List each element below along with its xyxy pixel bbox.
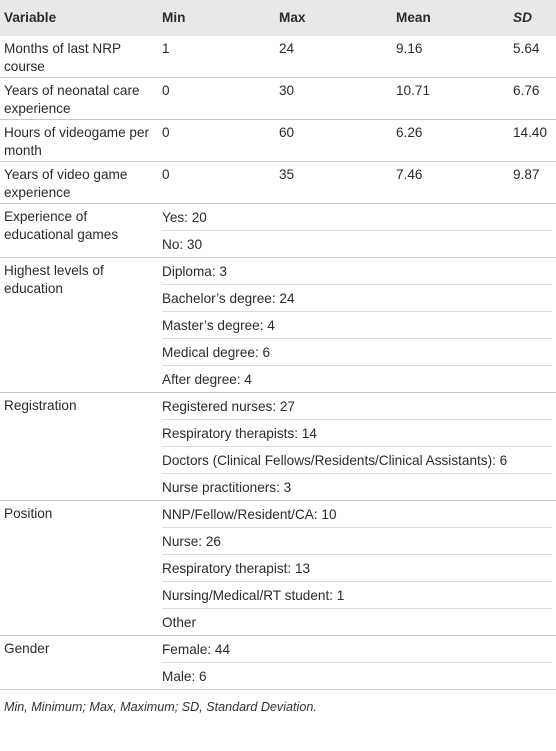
option-list — [162, 393, 552, 500]
cell-variable: Months of last NRP course — [4, 40, 121, 74]
cell-sd: 6.76 — [509, 77, 556, 119]
cell-max: 24 — [275, 36, 392, 78]
cell-max: 30 — [275, 77, 392, 119]
header-min: Min — [162, 10, 186, 25]
list-item: NNP/Fellow/Resident/CA: 10 — [162, 501, 552, 528]
table-row — [0, 161, 556, 203]
list-item: Nurse practitioners: 3 — [162, 479, 292, 495]
list-item: Doctors (Clinical Fellows/Residents/Clinical Assistants): 6 — [162, 447, 552, 474]
table-row — [0, 635, 556, 689]
list-item: No: 30 — [162, 236, 203, 252]
option-list — [162, 636, 552, 689]
header-variable: Variable — [4, 10, 57, 25]
header-sd: SD — [513, 10, 532, 25]
option-list — [162, 501, 552, 635]
cell-mean: 10.71 — [392, 77, 509, 119]
cell-variable: Hours of videogame per month — [4, 124, 150, 158]
list-item: Nurse: 26 — [162, 528, 552, 555]
list-item: Bachelor’s degree: 24 — [162, 285, 552, 312]
table-row — [0, 36, 556, 78]
cell-mean: 9.16 — [392, 36, 509, 78]
list-item: Yes: 20 — [162, 204, 552, 231]
table-row — [0, 392, 556, 500]
cell-min: 0 — [158, 77, 275, 119]
list-item: Male: 6 — [162, 668, 207, 684]
table-row — [0, 203, 556, 257]
option-list — [162, 258, 552, 392]
list-item: Medical degree: 6 — [162, 339, 552, 366]
cell-variable: Experience of educational games — [0, 203, 158, 257]
list-item: After degree: 4 — [162, 371, 252, 387]
cell-sd: 5.64 — [509, 36, 556, 78]
header-max: Max — [279, 10, 306, 25]
table-row — [0, 77, 556, 119]
list-item: Nursing/Medical/RT student: 1 — [162, 582, 552, 609]
cell-max: 35 — [275, 161, 392, 203]
cell-min: 1 — [158, 36, 275, 78]
list-item: Respiratory therapist: 13 — [162, 555, 552, 582]
cell-sd: 14.40 — [509, 119, 556, 161]
cell-variable: Years of video game experience — [4, 166, 128, 200]
cell-max: 60 — [275, 119, 392, 161]
cell-variable: Years of neonatal care experience — [4, 82, 140, 116]
cell-min: 0 — [158, 161, 275, 203]
table-row — [0, 500, 556, 635]
table-row — [0, 119, 556, 161]
cell-sd: 9.87 — [509, 161, 556, 203]
option-list — [162, 204, 552, 257]
list-item: Master’s degree: 4 — [162, 312, 552, 339]
table-footnote: Min, Minimum; Max, Maximum; SD, Standard Deviation. — [4, 699, 317, 714]
cell-variable: Gender — [0, 635, 158, 689]
table-row — [0, 257, 556, 392]
list-item: Other — [162, 614, 196, 630]
list-item: Female: 44 — [162, 636, 552, 663]
list-item: Registered nurses: 27 — [162, 393, 552, 420]
cell-mean: 6.26 — [392, 119, 509, 161]
list-item: Diploma: 3 — [162, 258, 552, 285]
cell-mean: 7.46 — [392, 161, 509, 203]
list-item: Respiratory therapists: 14 — [162, 420, 552, 447]
header-mean: Mean — [396, 10, 431, 25]
cell-min: 0 — [158, 119, 275, 161]
table-header-row — [0, 0, 556, 36]
cell-variable: Highest levels of education — [0, 257, 158, 392]
cell-variable: Position — [0, 500, 158, 635]
cell-variable: Registration — [0, 392, 158, 500]
